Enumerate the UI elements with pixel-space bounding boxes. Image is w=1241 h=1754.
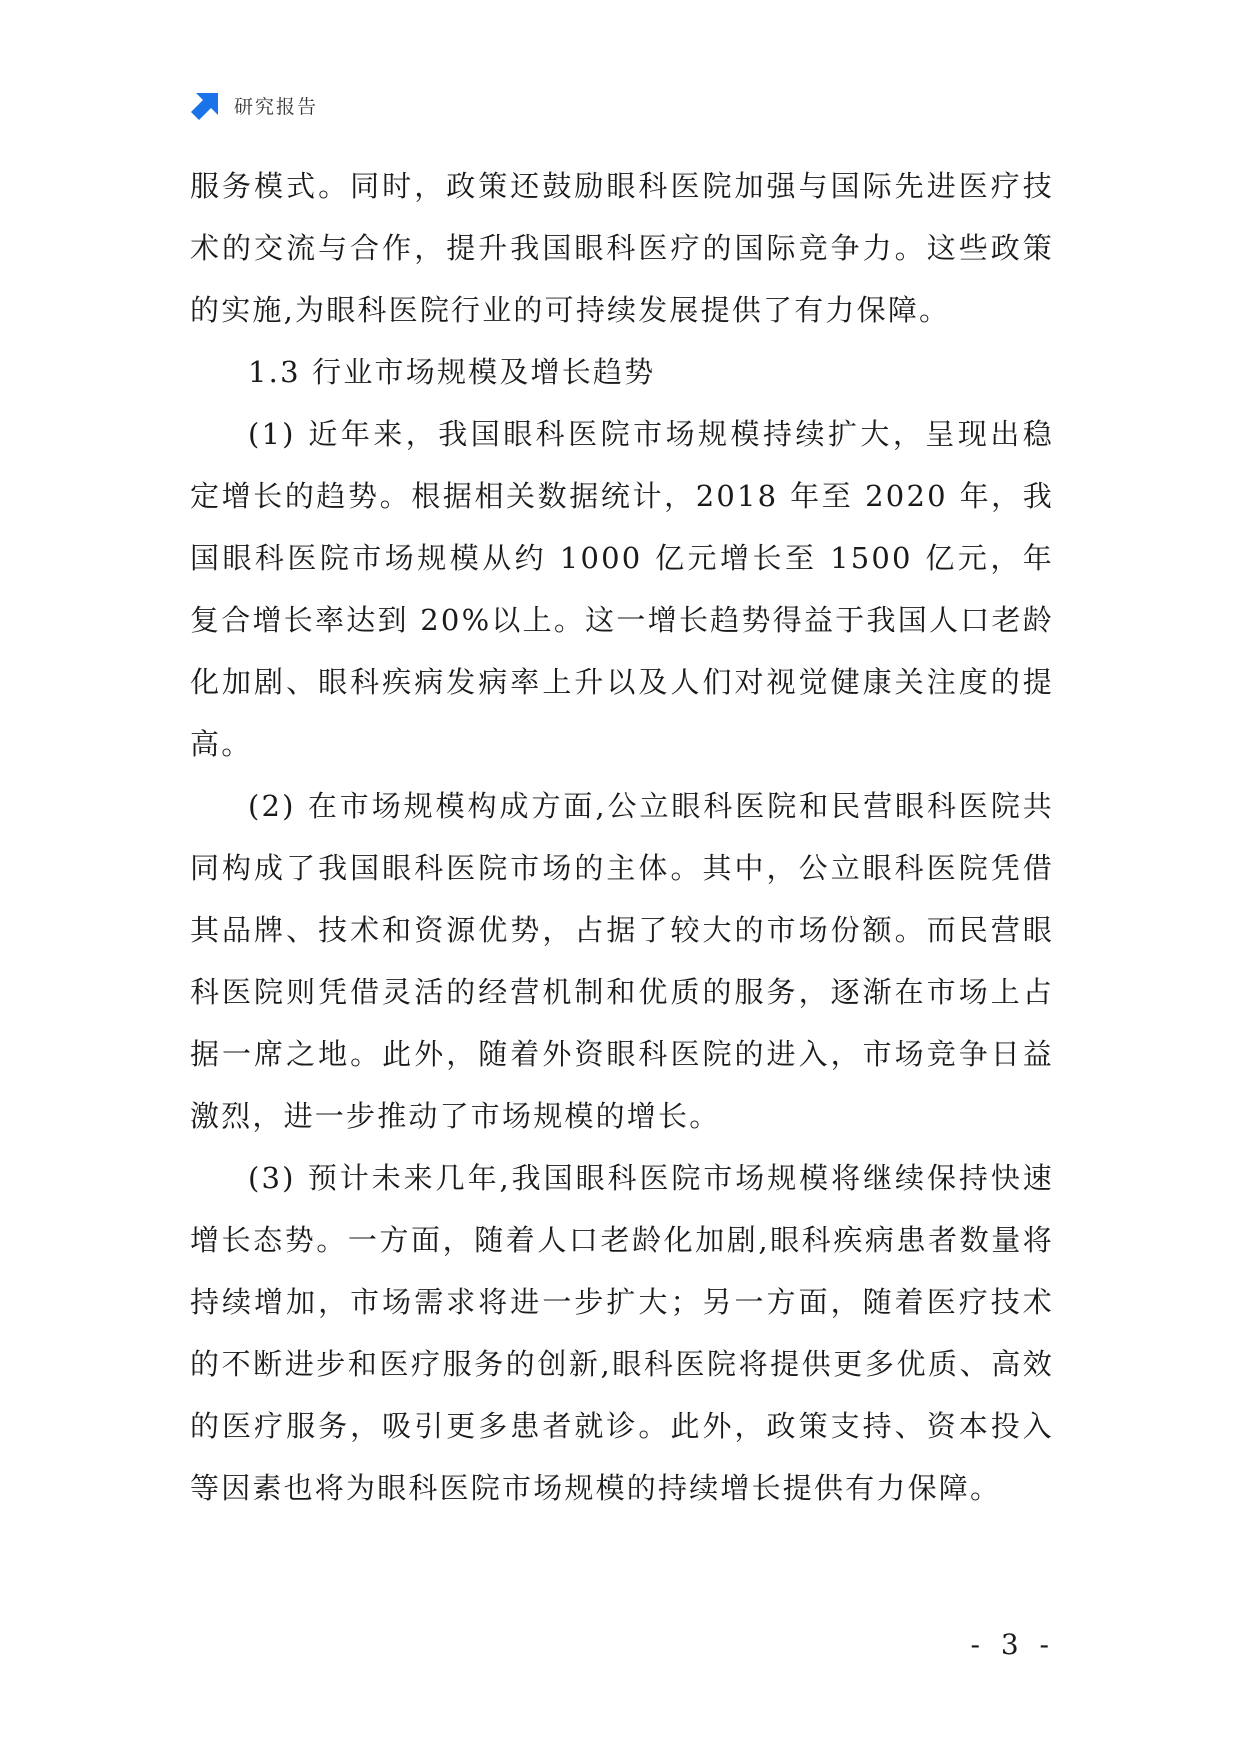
paragraph-policy-continuation: 服务模式。同时，政策还鼓励眼科医院加强与国际先进医疗技术的交流与合作，提升我国眼科医疗的国际竞争力。这些政策的实施,为眼科医院行业的可持续发展提供了有力保障。 — [190, 169, 1054, 327]
section-heading: 1.3 行业市场规模及增长趋势 — [248, 355, 656, 389]
page-number: - 3 - — [970, 1628, 1055, 1661]
paragraph-market-growth: (1) 近年来，我国眼科医院市场规模持续扩大，呈现出稳定增长的趋势。根据相关数据统计，2018 年至 2020 年，我国眼科医院市场规模从约 1000 亿元增长至 1500 亿元，年复合增长率达到 20%以上。这一增长趋势得益于我国人口老龄化加剧、眼科疾病发病率上升以及人们对视觉健康关注度的提高。 — [190, 417, 1054, 761]
arrow-up-right-icon — [190, 89, 222, 121]
document-body — [190, 155, 1054, 1519]
report-label: 研究报告 — [234, 95, 319, 118]
page-header — [190, 88, 318, 122]
paragraph-market-composition: (2) 在市场规模构成方面,公立眼科医院和民营眼科医院共同构成了我国眼科医院市场的主体。其中，公立眼科医院凭借其品牌、技术和资源优势，占据了较大的市场份额。而民营眼科医院则凭借灵活的经营机制和优质的服务，逐渐在市场上占据一席之地。此外，随着外资眼科医院的进入，市场竞争日益激烈，进一步推动了市场规模的增长。 — [190, 789, 1054, 1133]
paragraph-market-forecast: (3) 预计未来几年,我国眼科医院市场规模将继续保持快速增长态势。一方面，随着人口老龄化加剧,眼科疾病患者数量将持续增加，市场需求将进一步扩大；另一方面，随着医疗技术的不断进步和医疗服务的创新,眼科医院将提供更多优质、高效的医疗服务，吸引更多患者就诊。此外，政策支持、资本投入等因素也将为眼科医院市场规模的持续增长提供有力保障。 — [190, 1161, 1054, 1505]
